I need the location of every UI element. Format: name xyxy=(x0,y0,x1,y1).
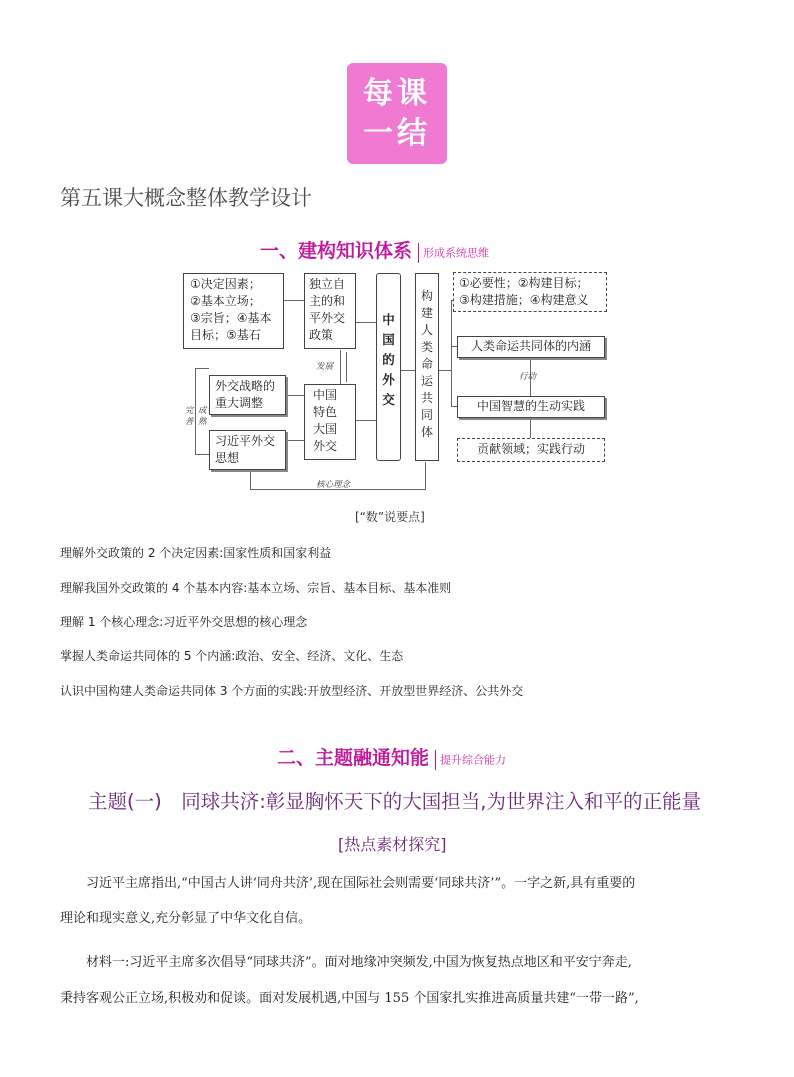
community-text xyxy=(416,288,438,441)
key-point: 掌握人类命运共同体的 5 个内涵:政治、安全、经济、文化、生态 xyxy=(60,649,404,663)
contribution-box: 贡献领域；实践行动 xyxy=(457,438,605,462)
community-char: 体 xyxy=(420,425,433,439)
community-char: 构 xyxy=(420,289,433,303)
key-points-caption: [“数”说要点] xyxy=(355,510,425,524)
section-1-heading xyxy=(260,236,489,263)
box-line: 独立自 xyxy=(309,277,346,291)
center-char: 国 xyxy=(382,332,395,347)
center-char: 中 xyxy=(382,312,395,327)
china-wisdom-practice-box: 中国智慧的生动实践 xyxy=(457,396,605,418)
lesson-summary-badge xyxy=(347,63,447,164)
section-2-subtitle: 提升综合能力 xyxy=(440,753,507,767)
connector xyxy=(195,368,196,454)
connector xyxy=(284,300,304,301)
community-char: 运 xyxy=(420,374,433,388)
box-line: 目标；⑤基石 xyxy=(190,328,261,342)
connector xyxy=(451,300,452,406)
section-1-title: 一、建构知识体系 xyxy=(260,240,413,262)
paragraph-material-1 xyxy=(60,951,740,1006)
box-line: ③构建措施；④构建意义 xyxy=(459,293,589,307)
connector xyxy=(356,322,376,323)
connector xyxy=(195,368,209,369)
box-line: 中国 xyxy=(313,388,338,402)
connector xyxy=(356,420,376,421)
community-char: 人 xyxy=(420,323,433,337)
independent-peace-policy-box xyxy=(304,273,356,349)
connector xyxy=(346,352,347,382)
xi-diplomacy-thought-box xyxy=(209,430,286,470)
paragraph-line: 秉持客观公正立场,积极劝和促谈。面对发展机遇,中国与 155 个国家扎实推进高质量共建“一带一路”, xyxy=(60,991,639,1006)
paragraph-intro xyxy=(60,872,740,926)
connector xyxy=(286,395,304,396)
paragraph-line: 理论和现实意义,充分彰显了中华文化自信。 xyxy=(60,911,312,926)
box-line: 外交战略的 xyxy=(215,379,276,393)
develop-label: 发展 xyxy=(316,362,334,372)
box-line: 主的和 xyxy=(309,294,346,308)
badge-line-1: 每课 xyxy=(363,76,431,111)
box-line: ①决定因素； xyxy=(190,277,261,291)
paragraph-line: 习近平主席指出,“中国古人讲‘同舟共济’,现在国际社会则需要‘同球共济’”。一字之新,具有重要的 xyxy=(60,876,636,891)
box-line: ③宗旨；④基本 xyxy=(190,311,272,325)
connector xyxy=(250,470,251,489)
box-line: 政策 xyxy=(309,328,334,342)
connector xyxy=(286,440,304,441)
section-2-heading xyxy=(277,743,506,770)
connector xyxy=(439,370,451,371)
mature-label: 成熟 xyxy=(198,406,207,427)
connector xyxy=(425,462,426,490)
center-text xyxy=(377,310,400,410)
box-line: 习近平外交 xyxy=(215,434,276,448)
key-point: 理解外交政策的 2 个决定因素:国家性质和国家利益 xyxy=(60,546,332,560)
community-char: 共 xyxy=(420,391,433,405)
community-char: 类 xyxy=(420,340,433,354)
community-connotation-box: 人类命运共同体的内涵 xyxy=(457,336,605,358)
paragraph-line: 材料一:习近平主席多次倡导“同球共济”。面对地缘冲突频发,中国为恢复热点地区和平安宁奔走, xyxy=(60,955,632,970)
box-line: 思想 xyxy=(215,451,240,465)
hotspot-material-heading: [热点素材探究] xyxy=(338,835,447,854)
box-line: 特色 xyxy=(313,405,338,419)
connector xyxy=(195,454,209,455)
great-power-diplomacy-box xyxy=(304,384,356,460)
section-1-subtitle: 形成系统思维 xyxy=(423,246,490,260)
determining-factors-box xyxy=(183,273,284,349)
community-char: 同 xyxy=(420,408,433,422)
community-char: 建 xyxy=(420,306,433,320)
core-concept-label: 核心理念 xyxy=(316,480,351,490)
necessity-goals-box xyxy=(453,272,607,312)
box-line: 平外交 xyxy=(309,311,346,325)
key-point: 认识中国构建人类命运共同体 3 个方面的实践:开放型经济、开放型世界经济、公共外交 xyxy=(60,684,524,698)
center-char: 外 xyxy=(382,372,395,387)
box-line: ①必要性；②构建目标； xyxy=(459,276,589,290)
connector xyxy=(530,418,531,438)
badge-line-2: 一结 xyxy=(363,116,431,151)
section-1-divider xyxy=(418,243,419,263)
perfect-label: 完善 xyxy=(185,406,194,427)
build-community-box xyxy=(415,273,439,461)
key-point: 理解我国外交政策的 4 个基本内容:基本立场、宗旨、基本目标、基本准则 xyxy=(60,581,452,595)
strategy-adjustment-box xyxy=(209,375,286,415)
box-line: 外交 xyxy=(313,439,338,453)
box-line: 大国 xyxy=(313,422,338,436)
center-char: 交 xyxy=(382,392,395,407)
connector xyxy=(401,370,415,371)
section-2-divider xyxy=(435,750,436,770)
center-char: 的 xyxy=(382,352,395,367)
document-title: 第五课大概念整体教学设计 xyxy=(60,186,312,210)
box-line: 重大调整 xyxy=(215,396,264,410)
section-2-title: 二、主题融通知能 xyxy=(277,747,430,769)
community-char: 命 xyxy=(420,357,433,371)
key-point: 理解 1 个核心理念:习近平外交思想的核心理念 xyxy=(60,615,308,629)
connector xyxy=(340,350,341,384)
action-label: 行动 xyxy=(519,372,537,382)
china-diplomacy-center-box xyxy=(376,273,401,461)
topic-heading: 主题(一) 同球共济:彰显胸怀天下的大国担当,为世界注入和平的正能量 xyxy=(88,790,701,813)
box-line: ②基本立场； xyxy=(190,294,261,308)
